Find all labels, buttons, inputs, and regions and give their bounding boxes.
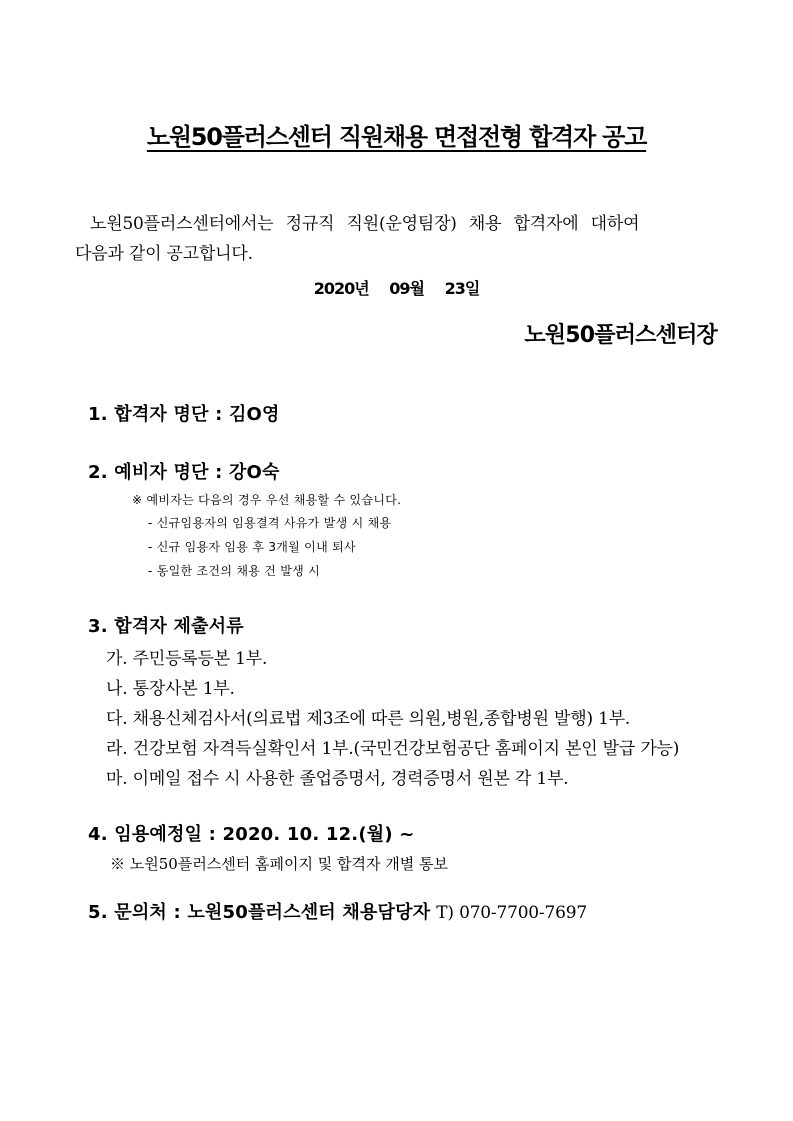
contact-heading xyxy=(88,898,587,924)
start-date-heading: 4. 임용예정일 : 2020. 10. 12.(월) ~ xyxy=(88,824,415,845)
reserve-note: ※ 예비자는 다음의 경우 우선 채용할 수 있습니다. xyxy=(132,493,402,507)
contact-label: 5. 문의처 : 노원50플러스센터 채용담당자 xyxy=(88,902,431,923)
documents-list xyxy=(106,648,679,798)
list-item: 다. 채용신체검사서(의료법 제3조에 따른 의원,병원,종합병원 발행) 1부. xyxy=(106,709,631,729)
list-item: - 신규임용자의 임용결격 사유가 발생 시 채용 xyxy=(148,516,392,530)
intro-line-1: 노원50플러스센터에서는 정규직 직원(운영팀장) 채용 합격자에 대하여 xyxy=(90,214,640,234)
list-item: 나. 통장사본 1부. xyxy=(106,679,235,699)
signer: 노원50플러스센터장 xyxy=(524,323,717,348)
notice-title-text: 노원50플러스센터 직원채용 면접전형 합격자 공고 xyxy=(146,123,647,151)
notice-title xyxy=(0,117,793,152)
documents-heading: 3. 합격자 제출서류 xyxy=(88,616,244,637)
passer-heading: 1. 합격자 명단 : 김O영 xyxy=(88,404,280,425)
contact-phone: T) 070-7700-7697 xyxy=(436,903,587,923)
start-date-note: ※ 노원50플러스센터 홈페이지 및 합격자 개별 통보 xyxy=(110,855,449,873)
list-item: - 신규 임용자 임용 후 3개월 이내 퇴사 xyxy=(148,540,356,554)
reserve-heading: 2. 예비자 명단 : 강O숙 xyxy=(88,462,280,483)
list-item: 마. 이메일 접수 시 사용한 졸업증명서, 경력증명서 원본 각 1부. xyxy=(106,769,569,789)
date-day: 23일 xyxy=(444,279,480,298)
list-item: 라. 건강보험 자격득실확인서 1부.(국민건강보험공단 홈페이지 본인 발급 가능) xyxy=(106,739,680,759)
date-month: 09월 xyxy=(389,279,424,298)
reserve-case-list xyxy=(148,516,391,588)
date-year: 2020년 xyxy=(313,279,369,298)
list-item: - 동일한 조건의 채용 건 발생 시 xyxy=(148,564,321,578)
list-item: 가. 주민등록등본 1부. xyxy=(106,649,268,669)
notice-date xyxy=(0,276,793,299)
intro-line-2: 다음과 같이 공고합니다. xyxy=(75,244,253,264)
